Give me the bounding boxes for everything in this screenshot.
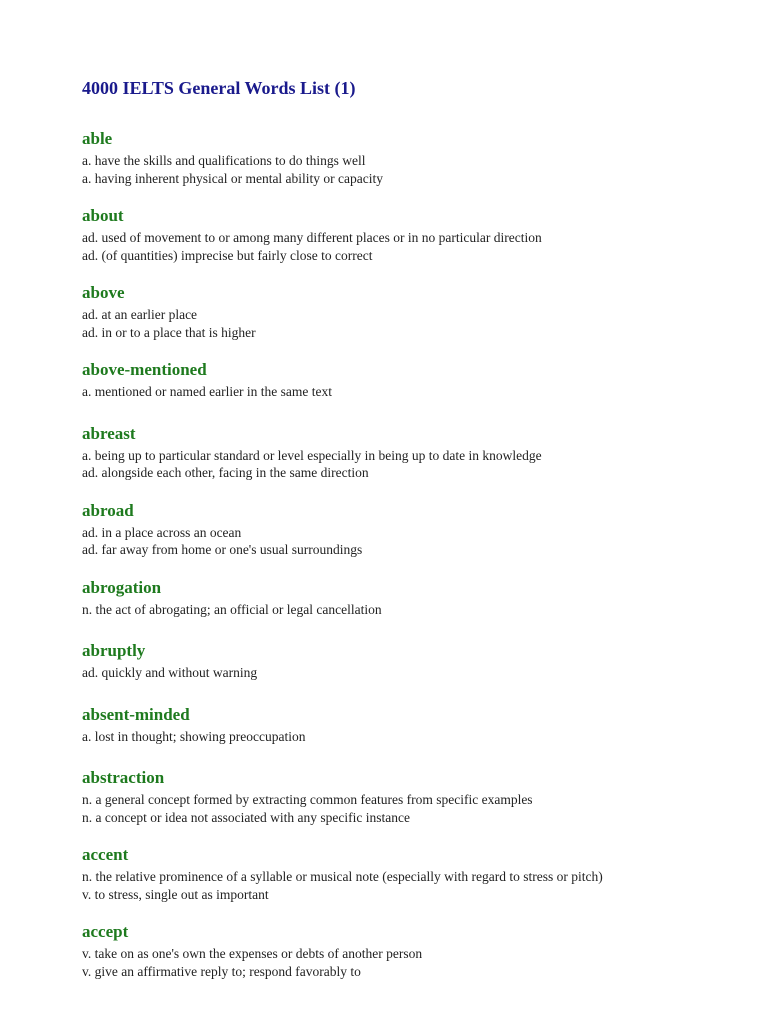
definition: ad. at an earlier place xyxy=(82,307,198,322)
word-entry xyxy=(82,128,748,187)
headword: accept xyxy=(82,922,129,941)
word-entry xyxy=(82,640,748,682)
headword: abstraction xyxy=(82,768,165,787)
definition: a. having inherent physical or mental ability or capacity xyxy=(82,170,384,186)
word-list xyxy=(82,128,748,980)
word-entry xyxy=(82,359,748,401)
word-entry xyxy=(82,844,748,903)
definition: ad. alongside each other, facing in the same direction xyxy=(82,465,369,480)
definition: n. the act of abrogating; an official or legal cancellation xyxy=(82,601,382,617)
definition: a. being up to particular standard or level especially in being up to date in knowledge xyxy=(82,447,542,463)
definition: n. a general concept formed by extracting common features from specific examples xyxy=(82,792,533,807)
definition: ad. quickly and without warning xyxy=(82,665,258,680)
word-entry xyxy=(82,577,748,619)
definition: ad. used of movement to or among many different places or in no particular direction xyxy=(82,230,542,245)
headword: above-mentioned xyxy=(82,360,207,379)
word-entry xyxy=(82,423,748,482)
definition: n. a concept or idea not associated with any specific instance xyxy=(82,809,411,825)
headword: abruptly xyxy=(82,641,146,660)
definition: v. give an affirmative reply to; respond favorably to xyxy=(82,963,361,979)
headword: above xyxy=(82,283,125,302)
definition: ad. in or to a place that is higher xyxy=(82,324,256,340)
word-entry xyxy=(82,500,748,559)
word-entry xyxy=(82,704,748,746)
definition: ad. (of quantities) imprecise but fairly close to correct xyxy=(82,247,373,263)
word-entry xyxy=(82,205,748,264)
headword: absent-minded xyxy=(82,704,190,724)
word-entry xyxy=(82,921,748,980)
headword: about xyxy=(82,206,124,225)
definition: a. have the skills and qualifications to do things well xyxy=(82,153,366,168)
definition: ad. in a place across an ocean xyxy=(82,524,242,540)
headword: accent xyxy=(82,845,129,864)
headword: abreast xyxy=(82,423,136,443)
definition: v. to stress, single out as important xyxy=(82,886,269,902)
definition: v. take on as one's own the expenses or debts of another person xyxy=(82,946,423,961)
headword: able xyxy=(82,129,113,148)
headword: abrogation xyxy=(82,577,162,597)
word-entry xyxy=(82,282,748,341)
definition: a. mentioned or named earlier in the same text xyxy=(82,384,333,399)
definition: a. lost in thought; showing preoccupation xyxy=(82,728,306,744)
word-entry xyxy=(82,767,748,826)
headword: abroad xyxy=(82,500,134,520)
definition: ad. far away from home or one's usual surroundings xyxy=(82,542,363,557)
document-title: 4000 IELTS General Words List (1) xyxy=(82,78,356,98)
definition: n. the relative prominence of a syllable or musical note (especially with regard to stress or pitch) xyxy=(82,869,603,884)
